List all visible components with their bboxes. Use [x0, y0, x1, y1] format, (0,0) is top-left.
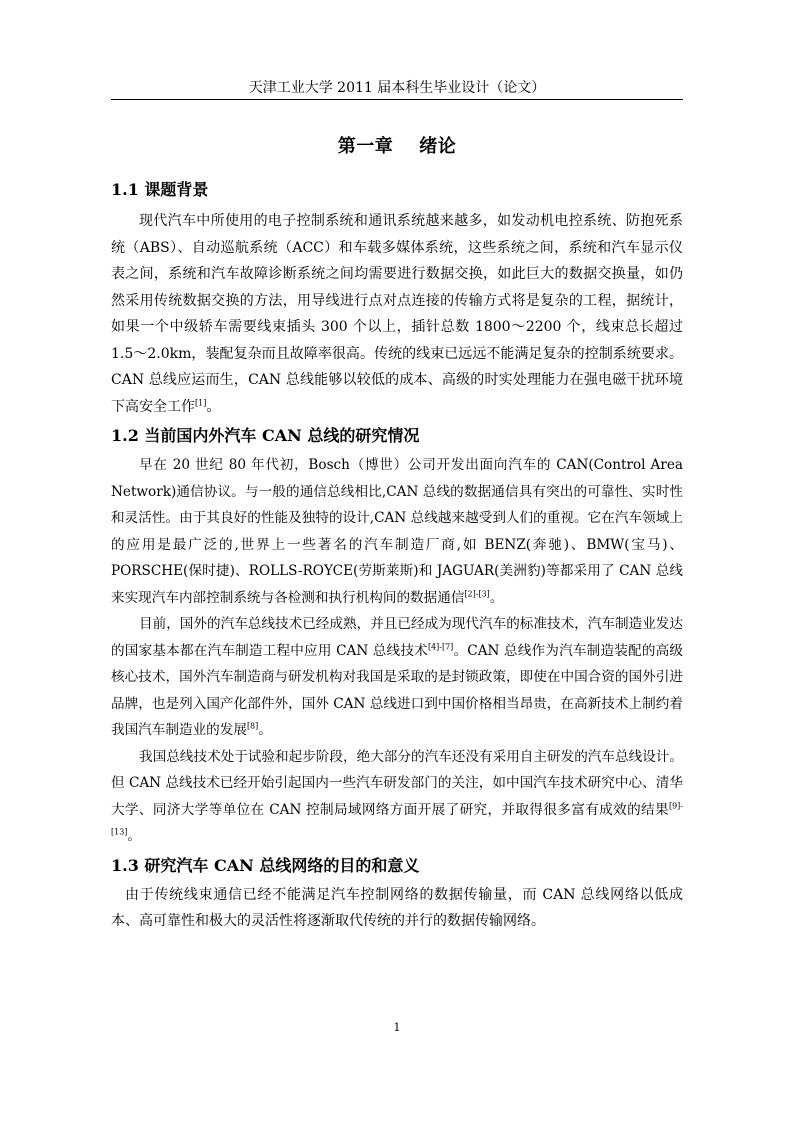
running-header: 天津工业大学 2011 届本科生毕业设计（论文）: [248, 80, 546, 96]
header-rule: [111, 99, 683, 100]
paragraph-history: [111, 452, 683, 611]
citation-ref: [9]-[13]: [111, 800, 683, 837]
paragraph-text: 我国总线技术处于试验和起步阶段，绝大部分的汽车还没有采用自主研发的汽车总线设计。但 CAN 总线技术已经开始引起国内一些汽车研发部门的关注，如中国汽车技术研究中心、清华大学、同济大学等单位在 CAN 控制局域网络方面开展了研究，并取得很多富有成效的结果: [111, 748, 683, 818]
paragraph-text: 。: [258, 722, 272, 738]
body-content: [111, 178, 683, 935]
chapter-number: 第一章: [337, 136, 394, 157]
paragraph-text: 。: [127, 828, 142, 844]
paragraph-text: 。CAN 总线作为汽车制造装配的高级核心技术，国外汽车制造商与研发机构对我国是采取的是封锁政策，即使在中国合资的国外引进品牌，也是列入国产化部件外，国外 CAN 总线进口到中国价格相当昂贵，在高新技术上制约着我国汽车制造业的发展: [111, 642, 683, 738]
citation-ref: [1]: [195, 397, 207, 407]
paragraph-background: [111, 208, 683, 420]
chapter-name: 绪论: [419, 136, 457, 157]
section-heading-1-1: 1.1 课题背景: [111, 180, 209, 199]
paragraph-text: 早在 20 世纪 80 年代初，Bosch（博世）公司开发出面向汽车的 CAN(Control Area Network)通信协议。与一般的通信总线相比,CAN 总线的数据通信具有突出的可靠性、实时性和灵活性。由于其良好的性能及独特的设计,CAN 总线越来越受到人们的重视。它在汽车领域上的应用是最广泛的,世界上一些著名的汽车制造厂商,如 BENZ(奔驰)、BMW(宝马)、PORSCHE(保时捷)、ROLLS-ROYCE(劳斯莱斯)和 JAGUAR(美洲豹)等都采用了 CAN 总线来实现汽车内部控制系统与各检测和执行机构间的数据通信: [111, 457, 683, 606]
citation-ref: [2]-[3]: [464, 588, 490, 598]
citation-ref: [8]: [246, 721, 259, 731]
paragraph-text: 。: [489, 589, 504, 606]
paragraph-text: 目前，国外的汽车总线技术已经成熟，并且已经成为现代汽车的标准技术，汽车制造业发达的国家基本都在汽车制造工程中应用 CAN 总线技术: [111, 616, 683, 659]
paragraph-text: 现代汽车中所使用的电子控制系统和通讯系统越来越多，如发动机电控系统、防抱死系统（ABS）、自动巡航系统（ACC）和车载多媒体系统，这些系统之间，系统和汽车显示仪表之间，系统和汽车故障诊断系统之间均需要进行数据交换，如此巨大的数据交换量，如仍然采用传统数据交换的方法，用导线进行点对点连接的传输方式将是复杂的工程，据统计，如果一个中级轿车需要线束插头 300 个以上，插针总数 1800～2200 个，线束总长超过 1.5～2.0km，装配复杂而且故障率很高。传统的线束已远远不能满足复杂的控制系统要求。CAN 总线应运而生，CAN 总线能够以较低的成本、高级的时实处理能力在强电磁干扰环境下高安全工作: [111, 213, 683, 415]
section-heading-1-2: 1.2 当前国内外汽车 CAN 总线的研究情况: [111, 426, 420, 445]
paragraph-domestic-status: [111, 744, 683, 850]
paragraph-purpose: 由于传统线束通信已经不能满足汽车控制网络的数据传输量，而 CAN 总线网络以低成本、高可靠性和极大的灵活性将逐渐取代传统的并行的数据传输网络。: [111, 886, 683, 929]
citation-ref: [4]-[7]: [427, 641, 454, 651]
chapter-title: [0, 134, 794, 160]
page-number: 1: [393, 1021, 401, 1034]
paragraph-text: 。: [206, 398, 221, 415]
section-heading-1-3: 1.3 研究汽车 CAN 总线网络的目的和意义: [111, 855, 420, 875]
paragraph-foreign-status: [111, 611, 683, 744]
